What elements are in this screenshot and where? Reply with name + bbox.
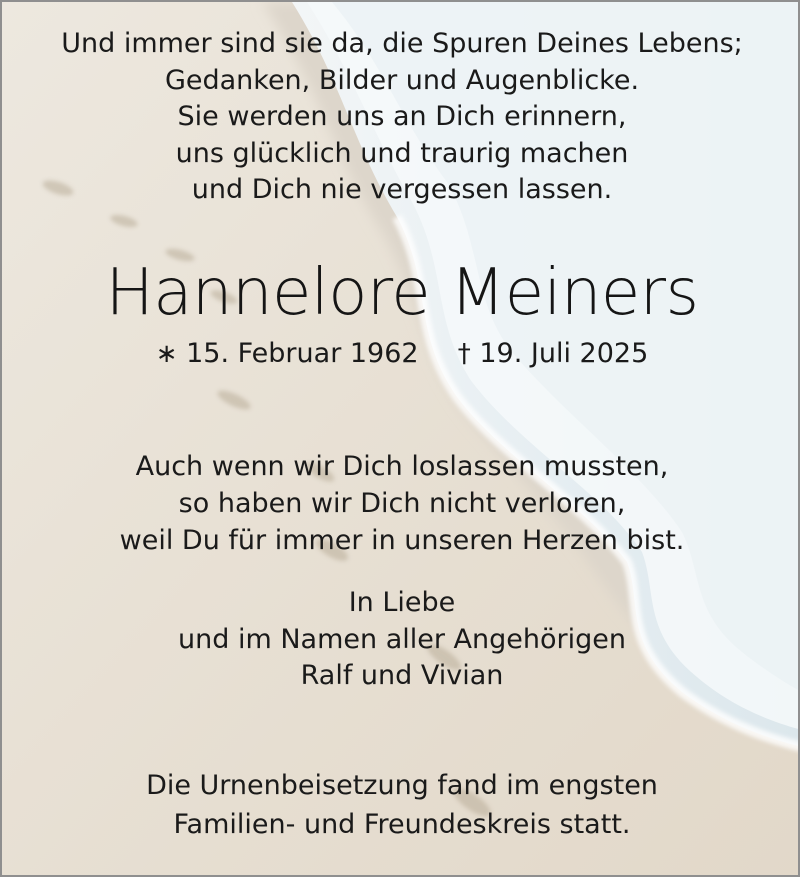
verse-line: und Dich nie vergessen lassen. — [191, 174, 613, 205]
notice-line: Die Urnenbeisetzung fand im engsten — [146, 770, 658, 801]
death-cross-icon: † — [457, 339, 471, 369]
farewell-line: Auch wenn wir Dich loslassen mussten, — [135, 451, 669, 482]
deceased-name: Hannelore Meiners — [105, 256, 699, 330]
verse-line: Sie werden uns an Dich erinnern, — [177, 101, 627, 132]
verse-line: Gedanken, Bilder und Augenblicke. — [164, 64, 640, 96]
farewell-line: so haben wir Dich nicht verloren, — [178, 488, 626, 519]
farewell-line: weil Du für immer in unseren Herzen bist. — [119, 525, 685, 556]
signoff-names: Ralf und Vivian — [300, 660, 504, 691]
opening-verse — [2, 26, 800, 209]
signoff-line: In Liebe — [348, 587, 456, 618]
notice-line: Familien- und Freundeskreis statt. — [173, 809, 631, 840]
birth-star-icon: ∗ — [155, 339, 178, 369]
verse-line: Und immer sind sie da, die Spuren Deines Lebens; — [61, 28, 743, 59]
death-date: 19. Juli 2025 — [479, 338, 649, 369]
birth-date: 15. Februar 1962 — [186, 338, 419, 369]
life-dates — [2, 336, 800, 372]
obituary-text — [2, 2, 800, 877]
verse-line: uns glücklich und traurig machen — [175, 137, 629, 169]
signoff-line: und im Namen aller Angehörigen — [178, 623, 626, 655]
burial-notice — [2, 766, 800, 844]
family-signoff — [2, 585, 800, 695]
farewell-verse — [2, 448, 800, 559]
